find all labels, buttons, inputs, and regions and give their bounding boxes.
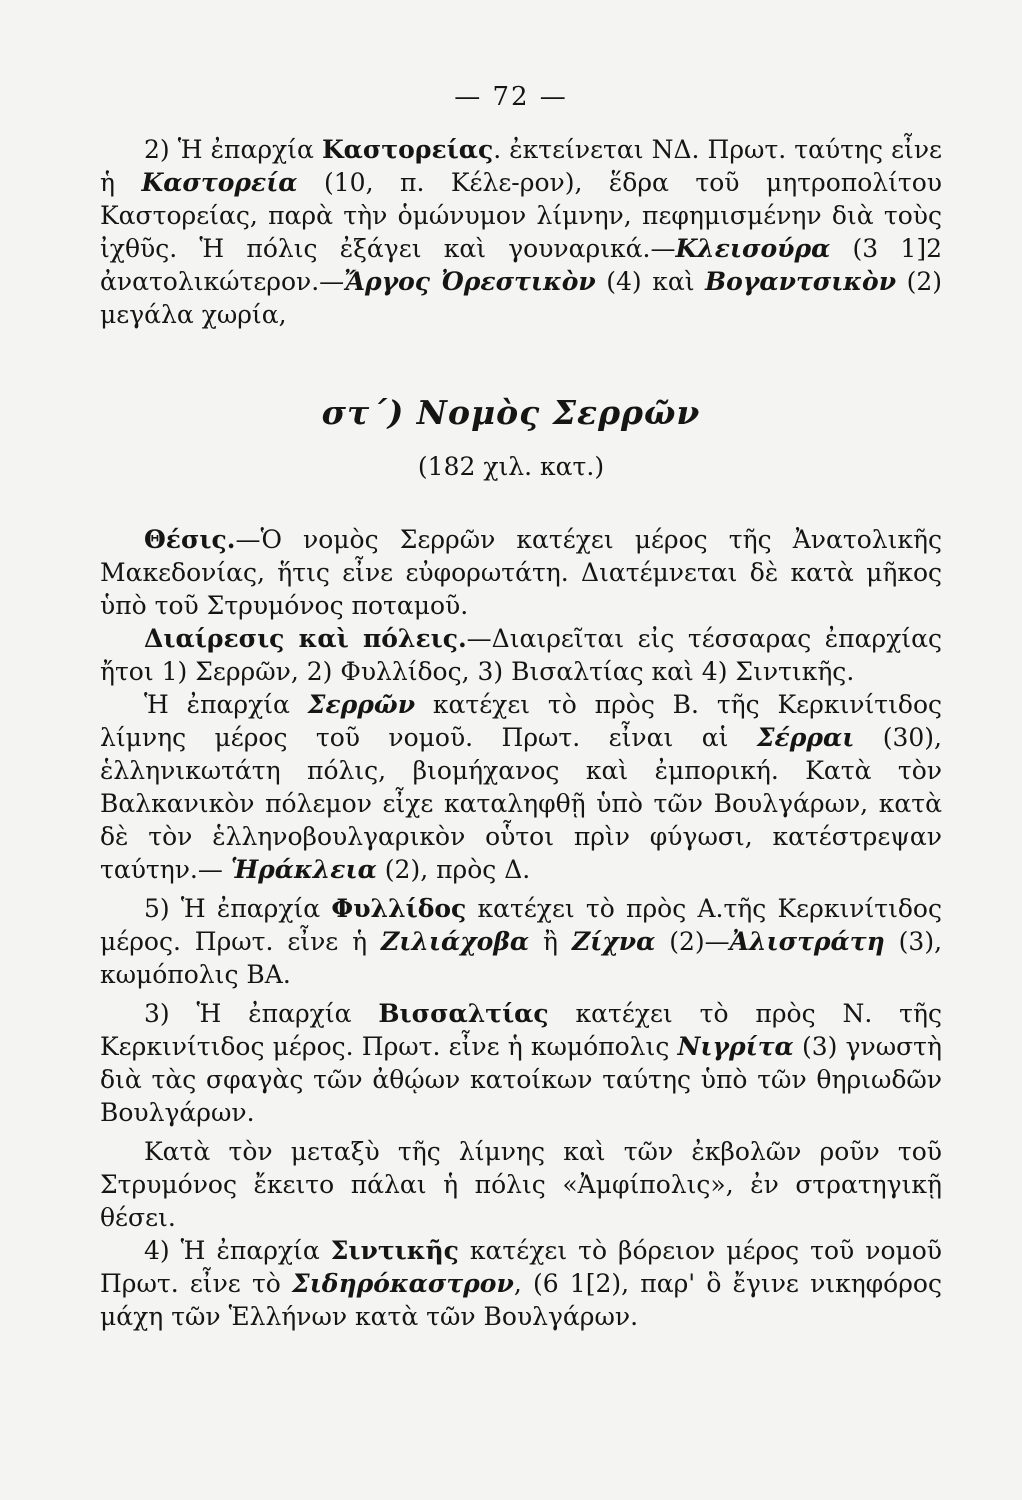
section-area: (182 χιλ. κατ.) — [417, 452, 605, 481]
text: κατέχει τὸ πρὸς Α.τῆς Κερκινίτιδος μέρος. Πρωτ. εἶνε ἡ — [100, 894, 942, 956]
text: 2) Ἡ ἐπαρχία — [144, 135, 322, 164]
text: —Ὁ νομὸς Σερρῶν κατέχει μέρος τῆς Ἀνατολικῆς Μακεδονίας, ἥτις εἶνε εὐφορωτάτη. Διατέμνεται δὲ κατὰ μῆκος ὑπὸ τοῦ Στρυμόνος ποταμοῦ. — [100, 525, 942, 620]
text: κατέχει τὸ πρὸς Β. τῆς Κερκινίτιδος λίμνης μέρος τοῦ νομοῦ. Πρωτ. εἶναι αἱ — [100, 690, 942, 752]
text: (10, π. Κέλε-ρον), ἕδρα τοῦ μητροπολίτου Καστορείας, παρὰ τὴν ὁμώνυμον λίμνην, πεφημισμένην διὰ τοὺς ἰχθῦς. Ἡ πόλις ἐξάγει καὶ γουναρικά.— — [100, 168, 942, 263]
province-name: Σερρῶν — [307, 690, 416, 719]
text: κατέχει τὸ βόρειον μέρος τοῦ νομοῦ Πρωτ. εἶνε τὸ — [100, 1236, 942, 1298]
text: (3 1]2 ἀνατολικώτερον.— — [100, 234, 942, 296]
capital-name: Καστορεία — [141, 168, 298, 197]
paragraph-label: Θέσις. — [144, 525, 236, 554]
paragraph-serres — [100, 688, 942, 886]
text: , (6 1[2), παρ' ὃ ἔγινε νικηφόρος μάχη τῶν Ἑλλήνων κατὰ τῶν Βουλγάρων. — [100, 1269, 942, 1331]
province-name: Φυλλίδος — [331, 894, 467, 923]
text: Κατὰ τὸν μεταξὺ τῆς λίμνης καὶ τῶν ἐκβολῶν ροῦν τοῦ Στρυμόνος ἔκειτο πάλαι ἡ πόλις «Ἀμφίπολις», ἐν στρατηγικῇ θέσει. — [100, 1137, 942, 1232]
text: Ἡ ἐπαρχία — [144, 690, 308, 719]
text: κατέχει τὸ πρὸς Ν. τῆς Κερκινίτιδος μέρος. Πρωτ. εἶνε ἡ κωμόπολις — [100, 999, 942, 1061]
capital-name: Νιγρίτα — [677, 1032, 794, 1061]
capital-name: Σέρραι — [756, 723, 855, 752]
section-body — [100, 523, 942, 1333]
text: 3) Ἡ ἐπαρχία — [144, 999, 379, 1028]
town-name: Κλεισούρα — [675, 234, 831, 263]
text: (3), κωμόπολις ΒΑ. — [100, 927, 943, 989]
text: 4) Ἡ ἐπαρχία — [144, 1236, 331, 1265]
paragraph-sintiki — [100, 1234, 942, 1333]
text: —Διαιρεῖται εἰς τέσσαρας ἐπαρχίας ἤτοι 1) Σερρῶν, 2) Φυλλίδος, 3) Βισαλτίας καὶ 4) Σιντικῆς. — [100, 624, 942, 686]
paragraph-amphipolis — [100, 1135, 942, 1234]
capital-name: Ζίχνα — [571, 927, 656, 956]
province-name: Καστορείας — [321, 135, 494, 164]
province-name: Σιντικῆς — [330, 1236, 459, 1265]
paragraph-position — [100, 523, 942, 622]
paragraph-visaltia — [100, 997, 942, 1129]
section-title: στ΄) Νομὸς Σερρῶν — [321, 393, 701, 432]
text: (30), ἑλληνικωτάτη πόλις, βιομήχανος καὶ ἐμπορική. Κατὰ τὸν Βαλκανικὸν πόλεμον εἶχε καταληφθῇ ὑπὸ τῶν Βουλγάρων, κατὰ δὲ τὸν ἑλληνοβουλγαρικὸν οὗτοι πρὶν φύγωσι, κατέστρεψαν ταύτην.— — [100, 723, 942, 884]
page-number: — 72 — — [454, 82, 568, 112]
town-name: Ἡράκλεια — [230, 855, 377, 884]
paragraph-kastoria — [100, 133, 942, 331]
town-name: Ἀλιστράτη — [729, 927, 885, 956]
text: (2), πρὸς Δ. — [376, 855, 531, 884]
text: (2) μεγάλα χωρία, — [100, 267, 943, 329]
paragraph-label: Διαίρεσις καὶ πόλεις. — [144, 624, 467, 653]
capital-name: Ζιλιάχοβα — [381, 927, 530, 956]
text: (2)— — [655, 927, 730, 956]
paragraph-fyllidos — [100, 892, 942, 991]
text: (3) γνωστὴ διὰ τὰς σφαγὰς τῶν ἀθῴων κατοίκων ταύτης ὑπὸ τῶν θηριωδῶν Βουλγάρων. — [100, 1032, 942, 1127]
province-name: Βισσαλτίας — [378, 999, 549, 1028]
text: 5) Ἡ ἐπαρχία — [144, 894, 332, 923]
town-name: Ἄργος Ὀρεστικὸν — [344, 267, 596, 296]
paragraph-divisions — [100, 622, 942, 688]
text: ἢ — [529, 927, 572, 956]
text: (4) καὶ — [595, 267, 706, 296]
town-name: Βογαντσικὸν — [705, 267, 897, 296]
capital-name: Σιδηρόκαστρον — [292, 1269, 514, 1298]
text: . ἐκτείνεται ΝΔ. Πρωτ. ταύτης εἶνε ἡ — [100, 135, 942, 197]
